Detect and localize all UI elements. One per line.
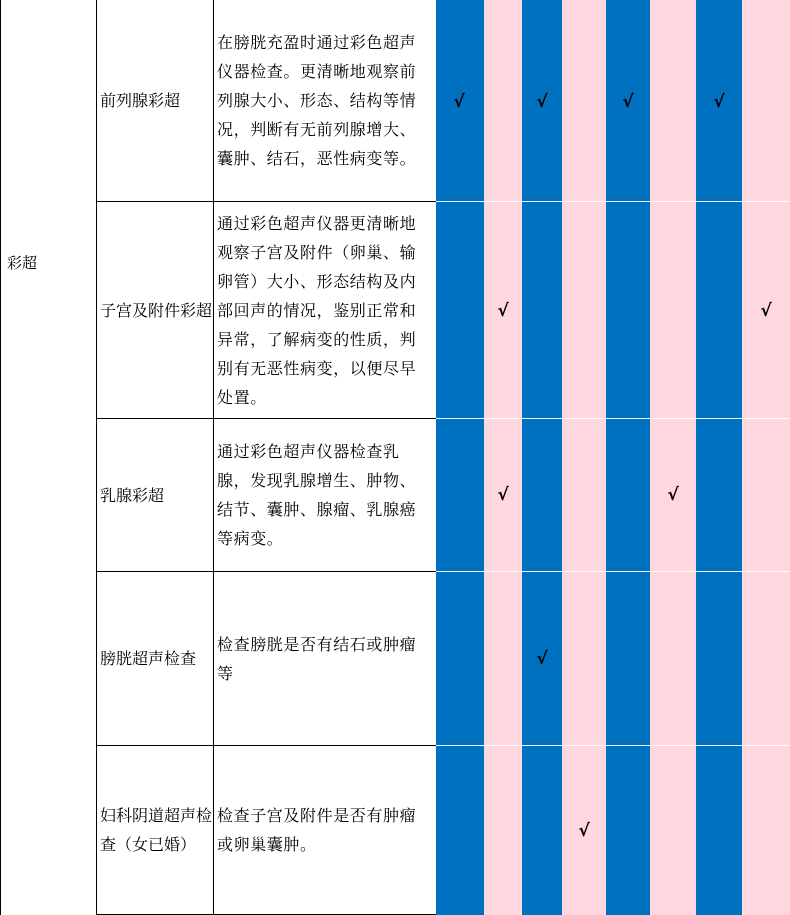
row-divider [436, 201, 790, 202]
item-description-cell [213, 419, 436, 572]
package-column [436, 0, 484, 915]
item-name-cell [96, 0, 213, 202]
item-description-cell [213, 202, 436, 419]
check-mark: √ [578, 821, 590, 841]
category-cell [0, 0, 96, 915]
item-description: 在膀胱充盈时通过彩色超声仪器检查。更清晰地观察前列腺大小、形态、结构等情况，判断有无前列腺增大、囊肿、结石，恶性病变等。 [217, 33, 417, 168]
item-name: 前列腺彩超 [100, 91, 181, 110]
check-mark: √ [536, 649, 548, 669]
category-label: 彩超 [7, 254, 38, 272]
item-name: 子宫及附件彩超 [100, 300, 213, 320]
item-name: 乳腺彩超 [100, 485, 165, 505]
item-description-cell [213, 572, 436, 746]
item-description: 通过彩色超声仪器更清晰地观察子宫及附件（卵巢、输卵管）大小、形态结构及内部回声的情况，鉴别正常和异常，了解病变的性质，判别有无恶性病变，以便尽早处置。 [217, 213, 417, 407]
package-column [696, 0, 742, 915]
check-mark: √ [497, 485, 509, 505]
package-column [650, 0, 696, 915]
check-mark: √ [760, 301, 772, 321]
item-name-cell [96, 202, 213, 419]
item-description-cell [213, 0, 436, 202]
item-description-cell [213, 746, 436, 915]
package-column [742, 0, 790, 915]
check-mark: √ [622, 92, 634, 112]
item-name-cell [96, 419, 213, 572]
check-mark: √ [453, 92, 465, 112]
item-name: 膀胱超声检查 [100, 649, 197, 668]
item-name: 妇科阴道超声检查（女已婚） [100, 806, 213, 854]
row-divider [436, 571, 790, 572]
item-description: 检查膀胱是否有结石或肿瘤等 [217, 634, 417, 683]
check-mark: √ [713, 92, 725, 112]
package-column [522, 0, 562, 915]
item-name-cell [96, 572, 213, 746]
check-mark: √ [667, 485, 679, 505]
item-description: 通过彩色超声仪器检查乳腺，发现乳腺增生、肿物、结节、囊肿、腺瘤、乳腺癌等病变。 [217, 442, 417, 548]
package-column [484, 0, 522, 915]
package-column [606, 0, 650, 915]
row-divider [436, 418, 790, 419]
package-column [562, 0, 606, 915]
row-divider [436, 745, 790, 746]
check-mark: √ [536, 92, 548, 112]
item-description: 检查子宫及附件是否有肿瘤或卵巢囊肿。 [217, 806, 417, 854]
check-mark: √ [497, 301, 509, 321]
item-name-cell [96, 746, 213, 915]
